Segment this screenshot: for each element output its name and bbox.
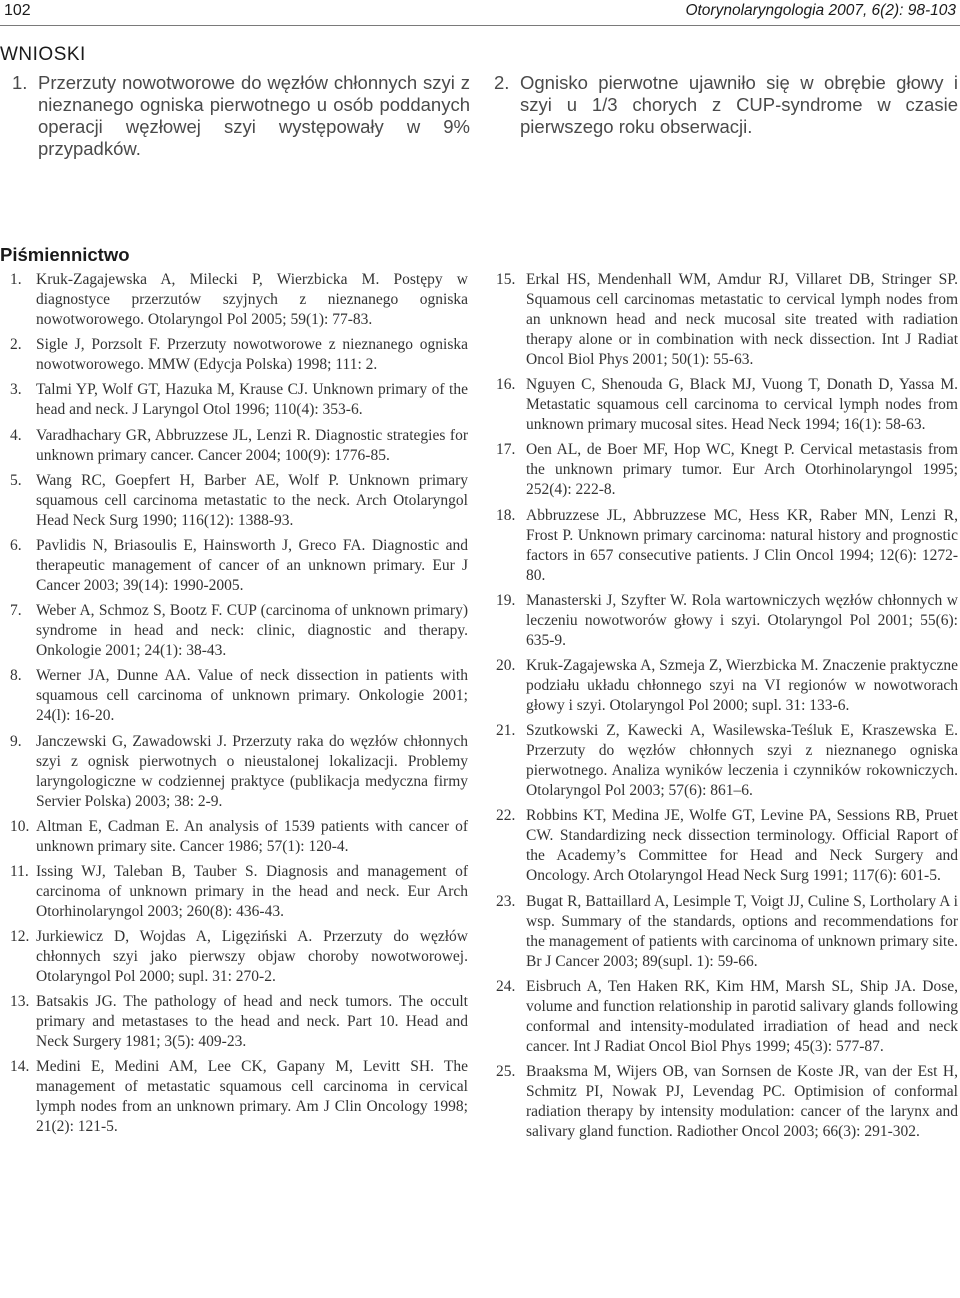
reference-number: 25.	[496, 1062, 516, 1080]
reference-number: 20.	[496, 656, 516, 674]
references-list-right	[496, 270, 958, 1147]
reference-item	[496, 977, 958, 1057]
reference-number: 18.	[496, 506, 516, 524]
reference-number: 10.	[10, 817, 30, 835]
conclusion-number: 2.	[494, 72, 510, 93]
reference-number: 12.	[10, 928, 30, 946]
reference-number: 7.	[10, 602, 22, 620]
page-number: 102	[4, 2, 31, 19]
page-header	[0, 0, 960, 26]
reference-number: 22.	[496, 807, 516, 825]
references-list-left	[10, 270, 468, 1143]
reference-text: Bugat R, Battaillard A, Lesimple T, Voigt JJ, Culine S, Lortholary A i wsp. Summary of the standards, options and recommendations for the management of patients with carcinoma of unknown primary site. Br J Cancer 2003; 89(supl. 1): 59-66.	[526, 892, 958, 970]
reference-text: Talmi YP, Wolf GT, Hazuka M, Krause CJ. Unknown primary of the head and neck. J Laryngol Otol 1996; 110(4): 353-6.	[36, 381, 468, 419]
reference-item	[496, 375, 958, 435]
reference-number: 15.	[496, 271, 516, 288]
reference-number: 6.	[10, 536, 22, 554]
reference-item	[496, 506, 958, 586]
reference-number: 23.	[496, 892, 516, 910]
reference-text: Braaksma M, Wijers OB, van Sornsen de Koste JR, van der Est H, Schmitz PI, Nowak PJ, Levendag PC. Optimision of conformal radiation therapy by intensity modulation: cancer of the larynx and salivary gland function. Radiother Oncol 2003; 66(3): 291-302.	[526, 1062, 958, 1140]
reference-number: 1.	[10, 271, 22, 288]
reference-text: Kruk-Zagajewska A, Szmeja Z, Wierzbicka M. Znaczenie praktyczne podziału układu chłonnego szyi na VI regionów w nowotworach głowy i szyi. Otolaryngol Pol 2000; supl. 31: 133-6.	[526, 656, 958, 714]
reference-text: Sigle J, Porzsolt F. Przerzuty nowotworowe z nieznanego ogniska nowotworowego. MMW (Edycja Polska) 1998; 111: 2.	[36, 336, 468, 374]
reference-text: Issing WJ, Taleban B, Tauber S. Diagnosis and management of carcinoma of unknown primary in the head and neck. Eur Arch Otorhinolaryngol 2003; 260(8): 436-43.	[36, 862, 468, 920]
reference-item	[10, 817, 468, 857]
reference-number: 14.	[10, 1058, 30, 1076]
reference-item	[496, 270, 958, 370]
reference-text: Batsakis JG. The pathology of head and neck tumors. The occult primary and metastases to the head and neck. Part 10. Head and Neck Surgery 1981; 3(5): 409-23.	[36, 993, 468, 1051]
reference-number: 4.	[10, 426, 22, 444]
reference-number: 11.	[10, 862, 29, 880]
reference-item	[496, 806, 958, 886]
reference-text: Eisbruch A, Ten Haken RK, Kim HM, Marsh SL, Ship JA. Dose, volume and function relationship in parotid salivary glands following conformal and intensity-modulated irradiation of head and neck cancer. Int J Radiat Oncol Biol Phys 1999; 45(3): 577-87.	[526, 977, 958, 1055]
reference-text: Medini E, Medini AM, Lee CK, Gapany M, Levitt SH. The management of metastatic squamous cell carcinoma in cervical lymph nodes from an unknown primary. Am J Clin Oncology 1998; 21(2): 121-5.	[36, 1058, 468, 1136]
reference-text: Jurkiewicz D, Wojdas A, Ligęziński A. Przerzuty do węzłów chłonnych szyi jako pierwszy objaw choroby nowotworowej. Otolaryngol Pol 2000; supl. 31: 270-2.	[36, 928, 468, 986]
reference-item	[10, 426, 468, 466]
reference-item	[496, 721, 958, 801]
conclusion-item	[0, 72, 470, 160]
reference-text: Erkal HS, Mendenhall WM, Amdur RJ, Villaret DB, Stringer SP. Squamous cell carcinomas metastatic to cervical lymph nodes from an unknown head and neck mucosal site treated with radiation therapy alone or in combination with neck dissection. Int J Radiat Oncol Biol Phys 2001; 50(1): 55-63.	[526, 271, 958, 368]
conclusions-heading: WNIOSKI	[0, 44, 86, 65]
reference-text: Wang RC, Goepfert H, Barber AE, Wolf P. Unknown primary squamous cell carcinoma metastatic to the neck. Arch Otolaryngol Head Neck Surg 1990; 116(12): 1388-93.	[36, 471, 468, 529]
reference-text: Altman E, Cadman E. An analysis of 1539 patients with cancer of unknown primary site. Cancer 1986; 57(1): 120-4.	[36, 817, 468, 855]
reference-item	[10, 862, 468, 922]
reference-number: 3.	[10, 381, 22, 399]
reference-number: 19.	[496, 591, 516, 609]
reference-item	[10, 335, 468, 375]
reference-item	[10, 601, 468, 661]
reference-text: Robbins KT, Medina JE, Wolfe GT, Levine PA, Sessions RB, Pruet CW. Standardizing neck dissection terminology. Official Raport of the Academy’s Committee for Head and Neck Surgery and Oncology. Arch Otolaryngol Head Neck Surg 1991; 117(6): 601-5.	[526, 807, 958, 885]
reference-item	[10, 666, 468, 726]
reference-number: 13.	[10, 993, 30, 1011]
reference-item	[10, 927, 468, 987]
conclusion-number: 1.	[12, 72, 28, 93]
reference-number: 5.	[10, 471, 22, 489]
reference-item	[496, 440, 958, 500]
reference-item	[496, 892, 958, 972]
reference-text: Szutkowski Z, Kawecki A, Wasilewska-Teśluk E, Kraszewska E. Przerzuty do węzłów chłonnych szyi z nieznanego ogniska pierwotnego. Analiza wyników leczenia i czynników rokowniczych. Otolaryngol Pol 2003; 57(6): 861–6.	[526, 722, 958, 800]
reference-number: 17.	[496, 441, 516, 459]
reference-text: Oen AL, de Boer MF, Hop WC, Knegt P. Cervical metastasis from the unknown primary tumor. Eur Arch Otorhinolaryngol 1995; 252(4): 222-8.	[526, 441, 958, 499]
reference-number: 8.	[10, 667, 22, 685]
reference-text: Werner JA, Dunne AA. Value of neck dissection in patients with squamous cell carcinoma of unknown primary. Onkologie 2001; 24(l): 16-20.	[36, 667, 468, 725]
reference-text: Nguyen C, Shenouda G, Black MJ, Vuong T, Donath D, Yassa M. Metastatic squamous cell carcinoma to cervical lymph nodes from unknown primary mucosal sites. Head Neck 1994; 16(1): 58-63.	[526, 376, 958, 434]
reference-text: Pavlidis N, Briasoulis E, Hainsworth J, Greco FA. Diagnostic and therapeutic management of cancer of an unknown primary. Eur J Cancer 2003; 39(14): 1990-2005.	[36, 536, 468, 594]
reference-text: Varadhachary GR, Abbruzzese JL, Lenzi R. Diagnostic strategies for unknown primary cancer. Cancer 2004; 100(9): 1776-85.	[36, 426, 468, 464]
reference-text: Abbruzzese JL, Abbruzzese MC, Hess KR, Raber MN, Lenzi R, Frost P. Unknown primary carcinoma: natural history and prognostic factors in 657 consecutive patients. J Clin Oncol 1994; 12(6): 1272-80.	[526, 506, 958, 584]
references-heading: Piśmiennictwo	[0, 244, 130, 265]
reference-item	[10, 270, 468, 330]
reference-number: 16.	[496, 376, 516, 394]
reference-item	[10, 732, 468, 812]
reference-number: 2.	[10, 336, 22, 354]
journal-reference: Otorynolaryngologia 2007, 6(2): 98-103	[685, 2, 956, 19]
reference-item	[10, 471, 468, 531]
reference-item	[496, 1062, 958, 1142]
reference-item	[10, 992, 468, 1052]
conclusion-item	[480, 72, 958, 138]
reference-item	[10, 380, 468, 420]
header-divider	[0, 25, 960, 26]
reference-number: 21.	[496, 722, 516, 740]
reference-text: Manasterski J, Szyfter W. Rola wartowniczych węzłów chłonnych w leczeniu nowotworów głowy i szyi. Otolaryngol Pol 2001; 55(6): 635-9.	[526, 591, 958, 649]
reference-item	[10, 536, 468, 596]
reference-item	[496, 591, 958, 651]
reference-item	[10, 1057, 468, 1137]
reference-text: Janczewski G, Zawadowski J. Przerzuty raka do węzłów chłonnych szyi z ognisk pierwotnych o nieustalonej lokalizacji. Problemy laryngologiczne w codziennej praktyce (publikacja medyczna firmy Servier Polska) 2003; 38: 2-9.	[36, 732, 468, 810]
conclusion-text: Przerzuty nowotworowe do węzłów chłonnych szyi z nieznanego ogniska pierwotnego u osób poddanych operacji węzłowej szyi występowały w 9% przypadków.	[38, 72, 470, 159]
reference-number: 24.	[496, 977, 516, 995]
reference-text: Weber A, Schmoz S, Bootz F. CUP (carcinoma of unknown primary) syndrome in head and neck: clinic, diagnostic and therapy. Onkologie 2001; 24(1): 38-43.	[36, 602, 468, 660]
reference-text: Kruk-Zagajewska A, Milecki P, Wierzbicka M. Postępy w diagnostyce przerzutów szyjnych z nieznanego ogniska nowotworowego. Otolaryngol Pol 2005; 59(1): 77-83.	[36, 271, 468, 328]
reference-item	[496, 656, 958, 716]
reference-number: 9.	[10, 732, 22, 750]
conclusion-text: Ognisko pierwotne ujawniło się w obrębie głowy i szyi u 1/3 chorych z CUP-syndrome w czasie pierwszego roku obserwacji.	[520, 72, 958, 137]
